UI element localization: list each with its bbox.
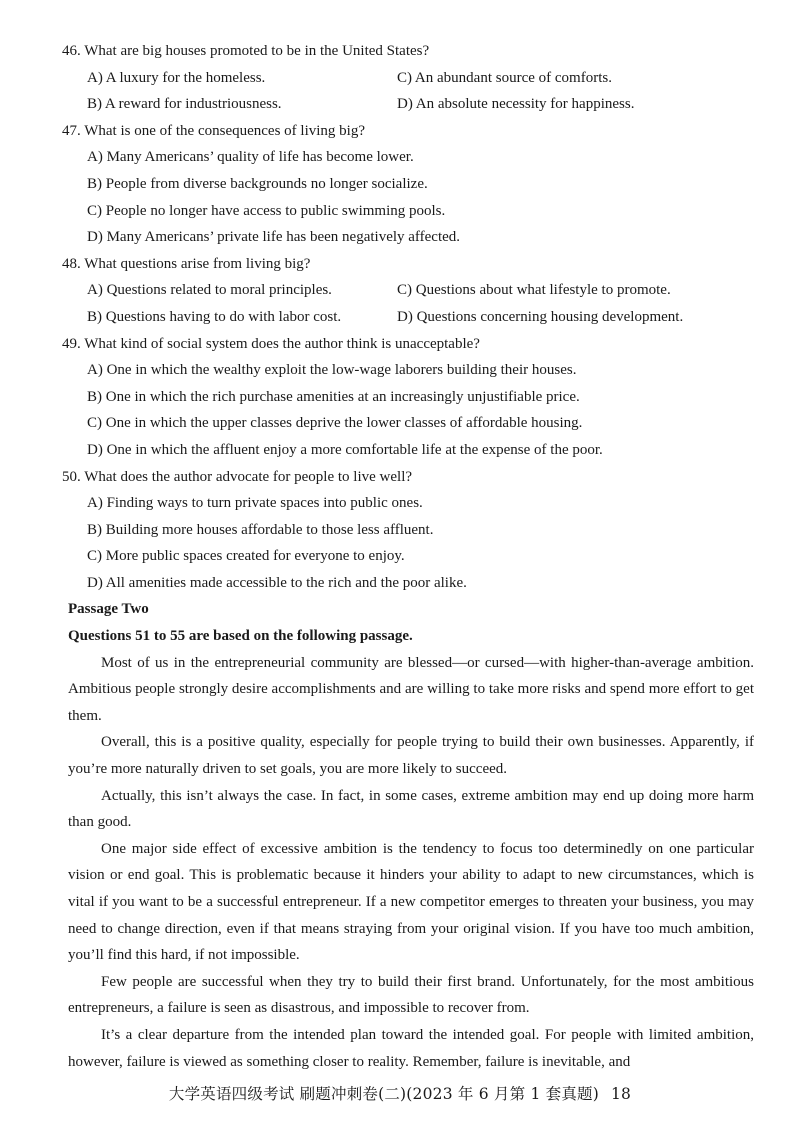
question-stem: 50. What does the author advocate for people to live well?	[62, 468, 413, 485]
footer-title: 大学英语四级考试 刷题冲刺卷(二)(2023 年 6 月第 1 套真题)	[168, 1085, 599, 1103]
question-46	[62, 38, 754, 118]
option-b: B) One in which the rich purchase amenities at an increasingly unjustifiable price.	[87, 388, 580, 405]
question-49	[62, 331, 754, 464]
question-stem: 46. What are big houses promoted to be in the United States?	[62, 43, 430, 59]
passage-paragraph: Overall, this is a positive quality, especially for people trying to build their own businesses. Apparently, if you’re more naturally driven to set goals, you are more likely to succeed.	[68, 734, 754, 778]
option-c: C) One in which the upper classes deprive the lower classes of affordable housing.	[87, 415, 583, 432]
question-48	[62, 251, 754, 331]
option-a: A) Many Americans’ quality of life has become lower.	[87, 149, 414, 166]
option-c: C) More public spaces created for everyone to enjoy.	[87, 548, 405, 565]
passage-paragraph: Actually, this isn’t always the case. In fact, in some cases, extreme ambition may end up doing more harm than good.	[68, 787, 754, 831]
page-number: 18	[611, 1085, 632, 1103]
option-a: A) Finding ways to turn private spaces into public ones.	[87, 495, 423, 512]
question-stem: 48. What questions arise from living big?	[62, 255, 311, 272]
passage-paragraph: It’s a clear departure from the intended plan toward the intended goal. For people with limited ambition, however, failure is viewed as something closer to reality. Remember, failure is inevitable, and	[68, 1026, 754, 1070]
option-d: D) An absolute necessity for happiness.	[397, 96, 635, 113]
option-d: D) Questions concerning housing development.	[397, 308, 684, 325]
page-footer	[0, 1082, 800, 1104]
question-stem: 47. What is one of the consequences of living big?	[62, 122, 365, 139]
option-b: B) People from diverse backgrounds no longer socialize.	[87, 175, 428, 192]
passage-paragraph: Few people are successful when they try to build their first brand. Unfortunately, for the most ambitious entrepreneurs, a failure is seen as disastrous, and impossible to recover from.	[68, 973, 754, 1017]
passage-title: Passage Two	[68, 601, 149, 618]
passage-paragraph: One major side effect of excessive ambition is the tendency to focus too determinedly on one particular vision or end goal. This is problematic because it hinders your ability to adapt to new circumstances, which is vital if you want to be a successful entrepreneur. If a new competitor emerges to threaten your business, you may need to change direction, even if that means straying from your original vision. If you have too much ambition, you’ll find this hard, if not impossible.	[68, 840, 754, 964]
option-a: A) Questions related to moral principles.	[87, 282, 332, 299]
passage-paragraph: Most of us in the entrepreneurial community are blessed—or cursed—with higher-than-average ambition. Ambitious people strongly desire accomplishments and are willing to take more risks and spend more effort to get them.	[68, 654, 754, 724]
option-a: A) One in which the wealthy exploit the low-wage laborers building their houses.	[87, 362, 577, 379]
option-c: C) An abundant source of comforts.	[397, 69, 612, 86]
option-b: B) A reward for industriousness.	[87, 96, 282, 113]
option-b: B) Building more houses affordable to those less affluent.	[87, 521, 434, 538]
option-c: C) People no longer have access to public swimming pools.	[87, 202, 446, 219]
option-b: B) Questions having to do with labor cost.	[87, 308, 342, 325]
exam-page	[62, 38, 754, 1075]
option-d: D) One in which the affluent enjoy a more comfortable life at the expense of the poor.	[87, 441, 603, 458]
question-50	[62, 464, 754, 597]
question-47	[62, 118, 754, 251]
question-stem: 49. What kind of social system does the author think is unacceptable?	[62, 335, 480, 352]
passage-instruction: Questions 51 to 55 are based on the following passage.	[68, 628, 413, 645]
option-d: D) All amenities made accessible to the rich and the poor alike.	[87, 574, 467, 591]
option-a: A) A luxury for the homeless.	[87, 69, 266, 86]
option-c: C) Questions about what lifestyle to promote.	[397, 282, 671, 299]
option-d: D) Many Americans’ private life has been negatively affected.	[87, 229, 461, 246]
